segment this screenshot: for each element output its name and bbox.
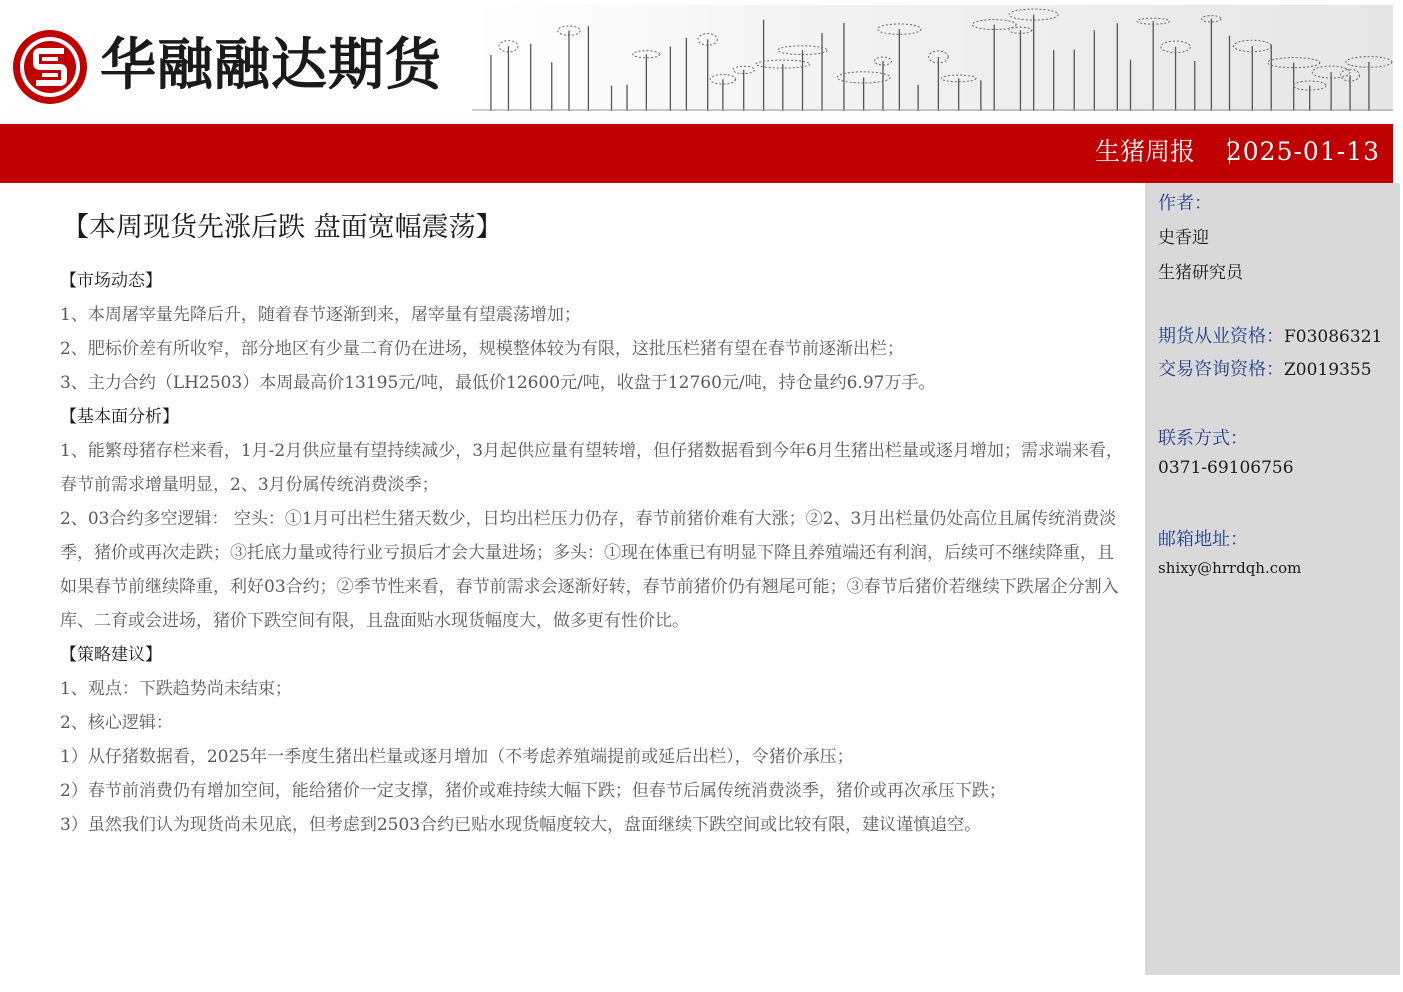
author-name: 史香迎 — [1158, 228, 1209, 248]
paragraph: 2）春节前消费仍有增加空间，能给猪价一定支撑，猪价或难持续大幅下跌；但春节后属传统消费淡季，猪价或再次承压下跌； — [60, 781, 1006, 801]
contact-phone: 0371-69106756 — [1158, 458, 1294, 478]
author-label: 作者： — [1158, 193, 1212, 214]
section-title: 【策略建议】 — [60, 645, 162, 665]
consult-qual-label: 交易咨询资格： — [1158, 359, 1284, 380]
header-banner — [472, 5, 1393, 111]
contact-label: 联系方式： — [1158, 428, 1248, 449]
paragraph: 2、肥标价差有所收窄，部分地区有少量二育仍在进场，规模整体较为有限，这批压栏猪有望在春节前逐渐出栏； — [60, 339, 904, 359]
paragraph: 3）虽然我们认为现货尚未见底，但考虑到2503合约已贴水现货幅度较大，盘面继续下跌空间或比较有限，建议谨慎追空。 — [60, 815, 982, 835]
paragraph: 2、核心逻辑： — [60, 713, 173, 733]
author-role: 生猪研究员 — [1158, 263, 1243, 283]
report-body — [60, 264, 1130, 842]
paragraph: 1、本周屠宰量先降后升，随着春节逐渐到来，屠宰量有望震荡增加； — [60, 305, 581, 325]
futures-qual-value: F03086321 — [1284, 327, 1383, 347]
paragraph: 1、观点：下跌趋势尚未结束； — [60, 679, 292, 699]
email-address[interactable]: shixy@hrrdqh.com — [1158, 559, 1302, 577]
company-name: 华融融达期货 — [100, 33, 442, 98]
futures-qual-label: 期货从业资格： — [1158, 326, 1284, 347]
email-label: 邮箱地址： — [1158, 529, 1248, 550]
report-date: 2025-01-13 — [1225, 137, 1380, 166]
hrrd-logo-icon — [10, 27, 90, 107]
title-bar — [0, 124, 1393, 183]
section-fundamentals — [60, 400, 1130, 638]
section-title: 【市场动态】 — [60, 271, 162, 291]
futures-qualification — [1158, 322, 1382, 348]
paragraph: 1、能繁母猪存栏来看，1月-2月供应量有望持续减少，3月起供应量有望转增，但仔猪数据看到今年6月生猪出栏量或逐月增加；需求端来看，春节前需求增量明显，2、3月份属传统消费淡季； — [60, 441, 1123, 495]
consult-qualification — [1158, 355, 1372, 381]
paragraph: 1）从仔猪数据看，2025年一季度生猪出栏量或逐月增加（不考虑养殖端提前或延后出栏），令猪价承压； — [60, 747, 854, 767]
headline: 【本周现货先涨后跌 盘面宽幅震荡】 — [62, 212, 503, 243]
banner-decoration — [472, 5, 1393, 111]
section-title: 【基本面分析】 — [60, 407, 179, 427]
report-name: 生猪周报 — [1094, 137, 1195, 166]
section-market-dynamics — [60, 264, 1130, 400]
consult-qual-value: Z0019355 — [1284, 360, 1372, 380]
paragraph: 3、主力合约（LH2503）本周最高价13195元/吨，最低价12600元/吨，收盘于12760元/吨，持仓量约6.97万手。 — [60, 373, 936, 393]
section-strategy — [60, 638, 1130, 842]
paragraph: 2、03合约多空逻辑： 空头：①1月可出栏生猪天数少，日均出栏压力仍存，春节前猪价难有大涨；②2、3月出栏量仍处高位且属传统消费淡季，猪价或再次走跌；③托底力量或待行业亏损后才会大量进场；多头：①现在体重已有明显下降且养殖端还有利润，后续可不继续降重，且如果春节前继续降重，利好03合约；②季节性来看，春节前需求会逐渐好转，春节前猪价仍有翘尾可能；③春节后猪价若继续下跌屠企分割入库、二育或会进场，猪价下跌空间有限，且盘面贴水现货幅度大，做多更有性价比。 — [60, 509, 1119, 631]
author-sidebar — [1145, 183, 1400, 975]
